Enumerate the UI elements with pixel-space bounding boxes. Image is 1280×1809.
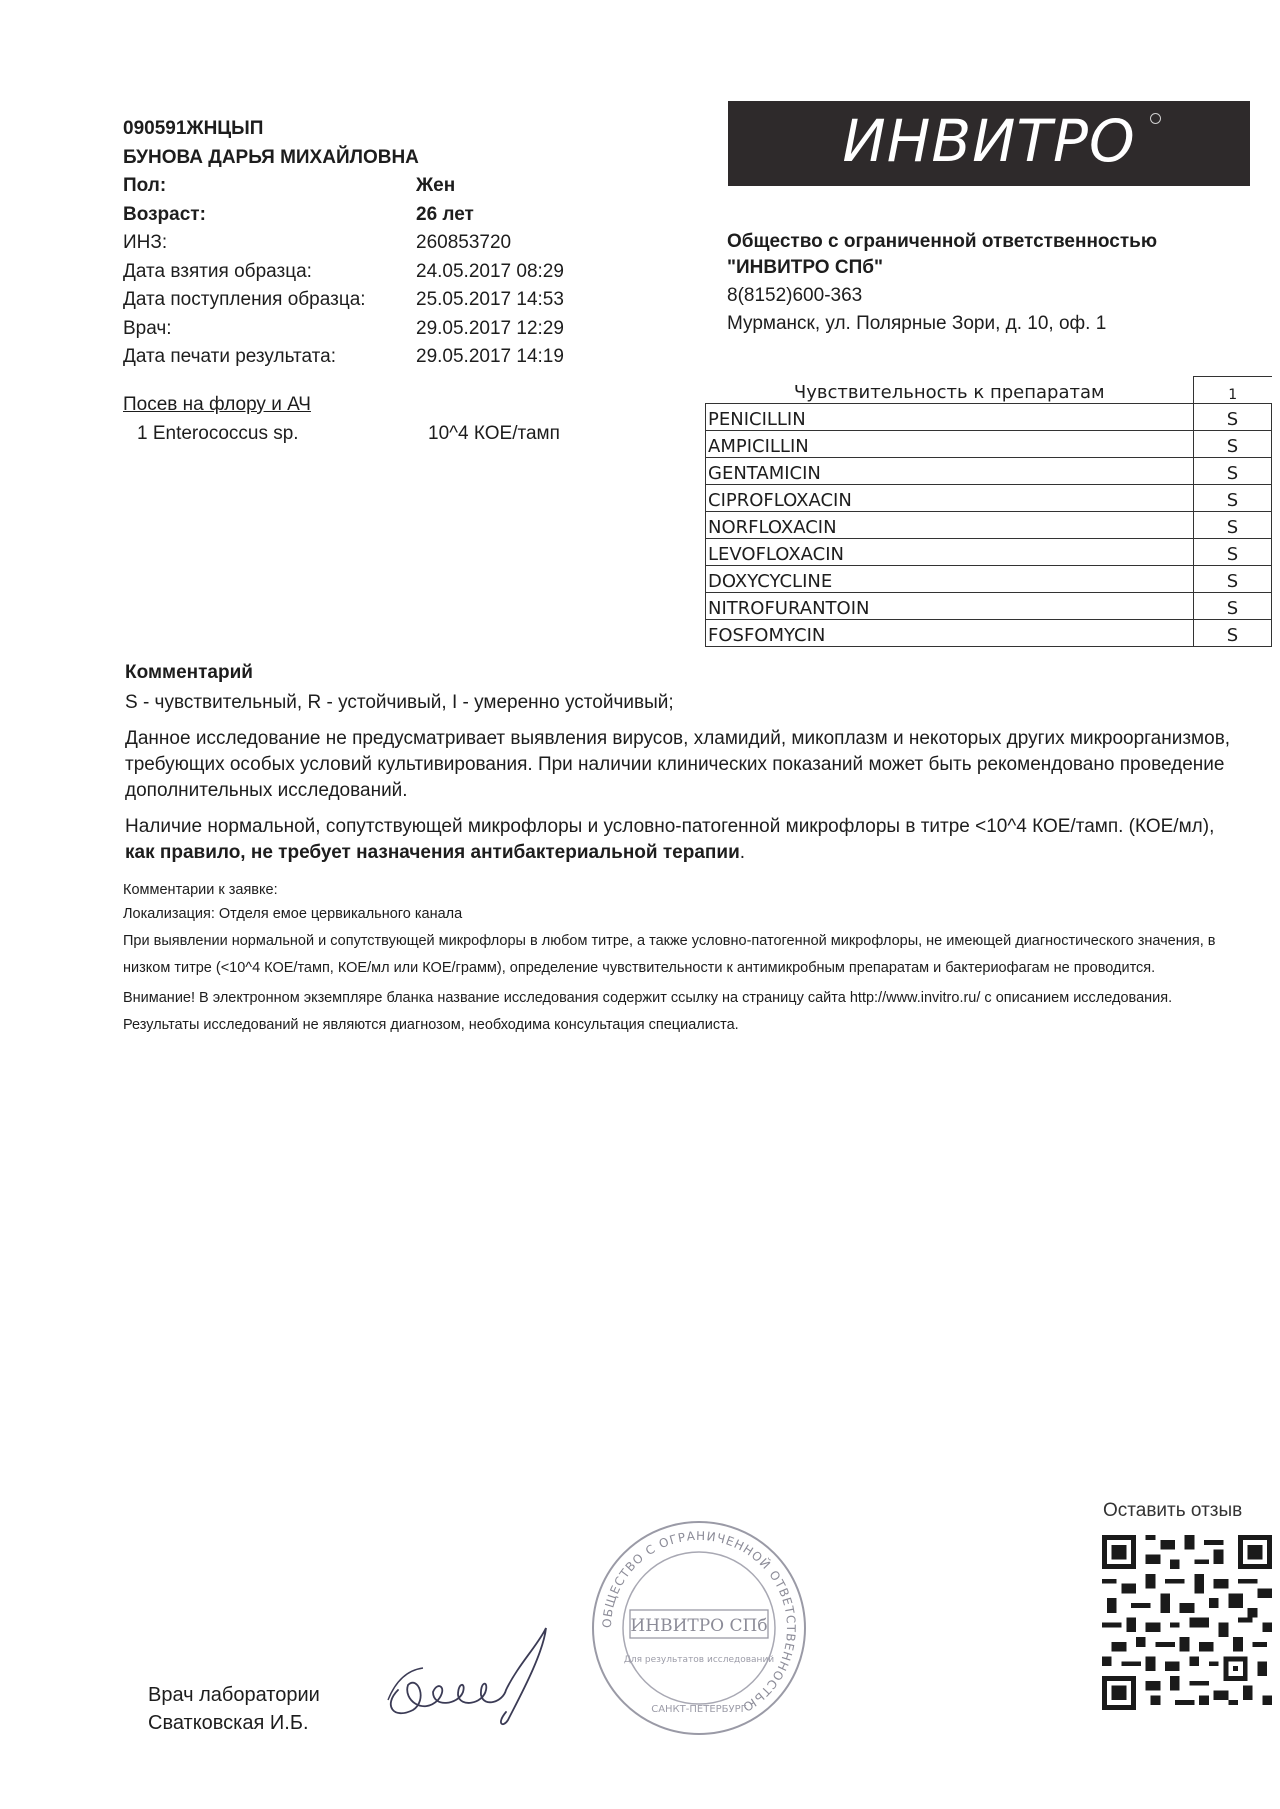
company-name-line2: "ИНВИТРО СПб" [727, 257, 883, 278]
patient-name: БУНОВА ДАРЬЯ МИХАЙЛОВНА [123, 147, 419, 168]
drug-result: S [1194, 485, 1272, 512]
doctor-block [148, 1681, 320, 1737]
sensitivity-table [705, 376, 1272, 647]
field-label-sex: Пол: [123, 175, 167, 196]
field-label-age: Возраст: [123, 204, 206, 225]
signature [378, 1620, 563, 1730]
table-row [706, 566, 1272, 593]
drug-name: LEVOFLOXACIN [706, 539, 1194, 566]
table-row [706, 539, 1272, 566]
field-value-sample-date: 24.05.2017 08:29 [416, 261, 564, 282]
notes-paragraph-3: Результаты исследований не являются диагнозом, необходима консультация специалиста. [123, 1017, 739, 1033]
comment-title: Комментарий [125, 662, 253, 683]
culture-title: Посев на флору и АЧ [123, 394, 311, 415]
stamp [588, 1517, 810, 1739]
sensitivity-header: Чувствительность к препаратам [793, 382, 1105, 403]
drug-result: S [1194, 512, 1272, 539]
feedback-label: Оставить отзыв [1103, 1500, 1243, 1521]
registered-mark-icon [1150, 113, 1161, 124]
comment-p2-end: . [739, 842, 746, 863]
field-label-doctor: Врач: [123, 318, 172, 339]
feedback-qr-code[interactable] [1102, 1535, 1272, 1710]
table-row [706, 404, 1272, 431]
comment-p2-start: Наличие нормальной, сопутствующей микрофлоры и условно-патогенной микрофлоры в титре <10^4 КОЕ/тамп. (КОЕ/мл), [125, 816, 1215, 837]
company-phone: 8(8152)600-363 [727, 285, 863, 306]
invitro-logo [728, 101, 1250, 186]
comment-section [125, 660, 1245, 876]
drug-name: PENICILLIN [706, 404, 1194, 431]
drug-name: CIPROFLOXACIN [706, 485, 1194, 512]
table-row [706, 485, 1272, 512]
culture-titer: 10^4 КОЕ/тамп [428, 423, 560, 444]
drug-result: S [1194, 404, 1272, 431]
field-value-receipt-date: 25.05.2017 14:53 [416, 289, 564, 310]
drug-result: S [1194, 620, 1272, 647]
field-value-print-date: 29.05.2017 14:19 [416, 346, 564, 367]
drug-name: GENTAMICIN [706, 458, 1194, 485]
drug-result: S [1194, 593, 1272, 620]
table-row [706, 512, 1272, 539]
comment-paragraph-2 [125, 814, 1245, 866]
notes-title: Комментарии к заявке: [123, 882, 278, 898]
sensitivity-column-number: 1 [1194, 377, 1272, 404]
stamp-ring-text: ОБЩЕСТВО С ОГРАНИЧЕННОЙ ОТВЕТСТВЕННОСТЬЮ [599, 1528, 799, 1715]
request-notes [123, 880, 1233, 1043]
company-address: Мурманск, ул. Полярные Зори, д. 10, оф. 1 [727, 313, 1107, 334]
table-row [706, 431, 1272, 458]
drug-result: S [1194, 458, 1272, 485]
stamp-center-text: ИНВИТРО СПб [630, 1616, 768, 1636]
notes-paragraph-1: При выявлении нормальной и сопутствующей микрофлоры в любом титре, а также условно-патогенной микрофлоры, не имеющей диагностического значения, в низком титре (<10^4 КОЕ/тамп, КОЕ/мл или КОЕ/грамм), определение чувствительности к антимикробным препаратам и бактериофагам не проводится. [123, 933, 1216, 976]
patient-code: 090591ЖНЦЫП [123, 118, 264, 139]
table-row [706, 593, 1272, 620]
drug-name: DOXYCYCLINE [706, 566, 1194, 593]
drug-result: S [1194, 431, 1272, 458]
field-value-sex: Жен [416, 175, 456, 196]
culture-organism: 1 Enterococcus sp. [137, 423, 299, 444]
field-value-doctor: 29.05.2017 12:29 [416, 318, 564, 339]
drug-name: AMPICILLIN [706, 431, 1194, 458]
stamp-sub-text: Для результатов исследований [623, 1655, 775, 1665]
comment-p2-bold: как правило, не требует назначения антибактериальной терапии [125, 842, 740, 863]
field-label-print-date: Дата печати результата: [123, 346, 336, 367]
table-row [706, 458, 1272, 485]
stamp-city-text: САНКТ-ПЕТЕРБУРГ [651, 1704, 747, 1715]
company-name-line1: Общество с ограниченной ответственностью [727, 231, 1158, 252]
field-value-age: 26 лет [416, 204, 474, 225]
doctor-role: Врач лаборатории [148, 1684, 320, 1706]
comment-paragraph-1: Данное исследование не предусматривает выявления вирусов, хламидий, микоплазм и некоторых других микроорганизмов, требующих особых условий культивирования. При наличии клинических показаний может быть рекомендовано проведение дополнительных исследований. [125, 728, 1231, 801]
field-label-sample-date: Дата взятия образца: [123, 261, 312, 282]
field-value-inz: 260853720 [416, 232, 512, 253]
drug-name: FOSFOMYCIN [706, 620, 1194, 647]
field-label-inz: ИНЗ: [123, 232, 168, 253]
notes-localization: Локализация: Отделя емое цервикального канала [123, 906, 463, 922]
field-label-receipt-date: Дата поступления образца: [123, 289, 366, 310]
company-info [727, 229, 1157, 337]
logo-text: ИНВИТРО [842, 107, 1136, 175]
notes-paragraph-2: Внимание! В электронном экземпляре бланка название исследования содержит ссылку на страницу сайта http://www.invitro.ru/ с описанием исследования. [123, 990, 1173, 1006]
drug-name: NORFLOXACIN [706, 512, 1194, 539]
drug-name: NITROFURANTOIN [706, 593, 1194, 620]
drug-result: S [1194, 566, 1272, 593]
comment-legend: S - чувствительный, R - устойчивый, I - умеренно устойчивый; [125, 692, 674, 713]
drug-result: S [1194, 539, 1272, 566]
doctor-name: Сватковская И.Б. [148, 1712, 309, 1734]
sensitivity-header-row [706, 377, 1272, 404]
table-row [706, 620, 1272, 647]
